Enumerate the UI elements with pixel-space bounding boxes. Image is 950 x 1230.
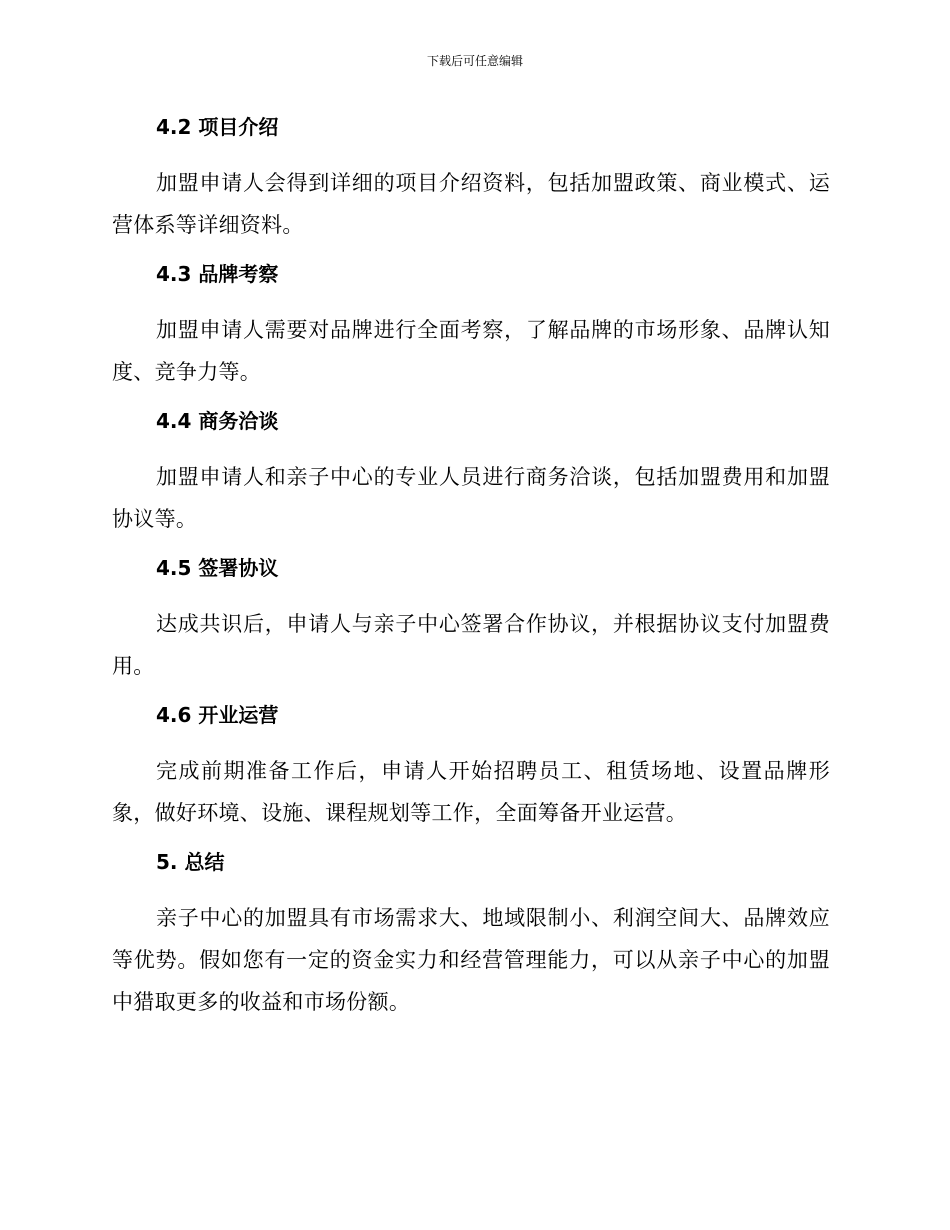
section-heading: 4.4 商务洽谈 xyxy=(156,409,279,433)
section-4-2 xyxy=(112,110,830,246)
section-heading: 4.3 品牌考察 xyxy=(156,262,279,286)
page-header: 下载后可任意编辑 xyxy=(426,54,523,68)
section-4-3 xyxy=(112,257,830,393)
section-paragraph: 完成前期准备工作后，申请人开始招聘员工、租赁场地、设置品牌形象，做好环境、设施、课程规划等工作，全面筹备开业运营。 xyxy=(112,759,830,825)
section-paragraph: 亲子中心的加盟具有市场需求大、地域限制小、利润空间大、品牌效应等优势。假如您有一定的资金实力和经营管理能力，可以从亲子中心的加盟中猎取更多的收益和市场份额。 xyxy=(112,906,830,1014)
section-paragraph: 加盟申请人和亲子中心的专业人员进行商务洽谈，包括加盟费用和加盟协议等。 xyxy=(112,465,830,531)
section-heading: 5. 总结 xyxy=(156,850,225,874)
section-4-6 xyxy=(112,698,830,834)
section-5-summary xyxy=(112,845,830,1023)
section-paragraph: 加盟申请人需要对品牌进行全面考察，了解品牌的市场形象、品牌认知度、竞争力等。 xyxy=(112,318,830,384)
section-4-4 xyxy=(112,404,830,540)
section-heading: 4.6 开业运营 xyxy=(156,703,279,727)
section-heading: 4.2 项目介绍 xyxy=(156,115,279,139)
section-paragraph: 加盟申请人会得到详细的项目介绍资料，包括加盟政策、商业模式、运营体系等详细资料。 xyxy=(112,171,830,237)
section-paragraph: 达成共识后，申请人与亲子中心签署合作协议，并根据协议支付加盟费用。 xyxy=(112,612,830,678)
document-body xyxy=(112,110,830,1034)
section-4-5 xyxy=(112,551,830,687)
section-heading: 4.5 签署协议 xyxy=(156,556,279,580)
